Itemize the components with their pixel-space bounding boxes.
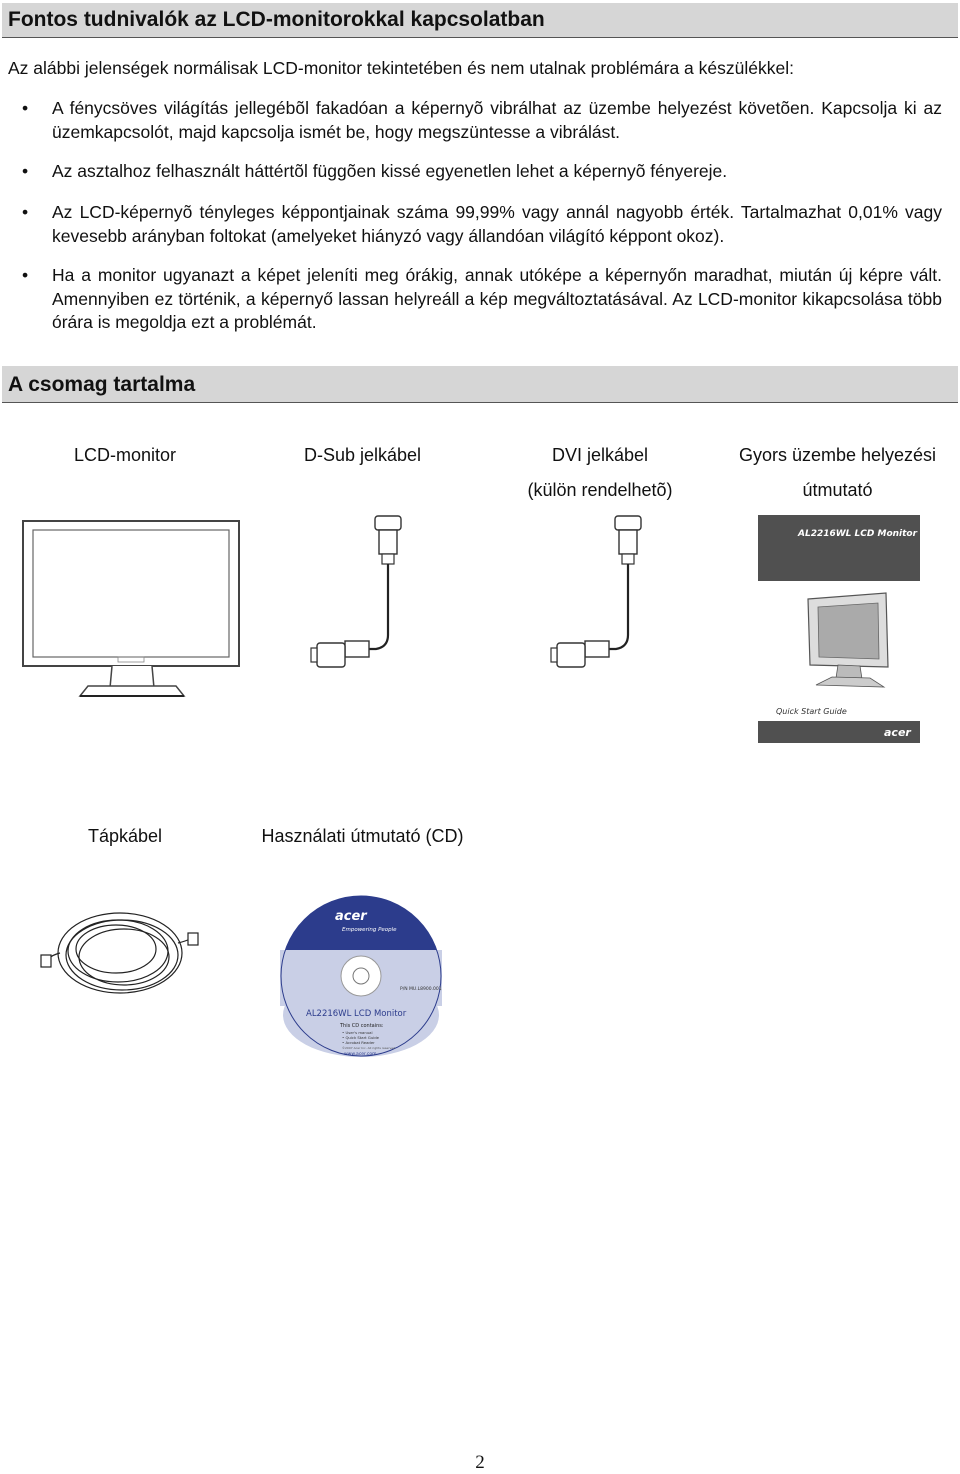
guide-footer: Quick Start Guide: [776, 707, 847, 716]
item-label-monitor: LCD-monitor: [73, 445, 177, 465]
bullet-text: Ha a monitor ugyanazt a képet jeleníti meg órákig, annak utóképe a képernyőn maradhat, miután új képre vált. Amennyiben ez történik, a képernyő lassan helyreáll a kép megváltoztatásával. Az LCD-monitor kikapcsolása több órára is megoldja ezt a problémát.: [52, 265, 942, 332]
dvi-cable-illustration: [545, 512, 655, 677]
cd-copyright: ©2007 Acer Inc. All rights reserved: [342, 1046, 396, 1050]
cd-brand: acer: [335, 909, 367, 924]
bullet-text: Az LCD-képernyõ tényleges képpontjainak száma 99,99% vagy annál nagyobb érték. Tartalmazhat 0,01% vagy kevesebb arányban foltokat (amelyeket hiányzó vagy állandóan világító képpont okoz).: [52, 202, 942, 246]
section-header-important-info: [2, 3, 958, 38]
cd-url: www.acer.com: [344, 1052, 377, 1057]
bullet-marker: •: [22, 161, 29, 181]
section-title: A csomag tartalma: [8, 373, 196, 396]
intro-text: Az alábbi jelenségek normálisak LCD-monitor tekintetében és nem utalnak problémára a készülékkel:: [8, 58, 794, 78]
guide-brand: acer: [884, 726, 911, 739]
dsub-cable-illustration: [305, 512, 415, 677]
guide-title: AL2216WL LCD Monitor: [798, 529, 918, 539]
section-header-package-contents: [2, 366, 958, 403]
bullet-item: [22, 264, 942, 336]
bullet-text: Az asztalhoz felhasznált háttértõl függõen kissé egyenetlen lehet a képernyõ fényereje.: [52, 161, 728, 181]
bullet-item: [22, 201, 942, 249]
bullet-item: [22, 97, 942, 145]
item-sublabel-dvi: (külön rendelhetõ): [527, 480, 673, 500]
bullet-marker: •: [22, 202, 29, 222]
lcd-monitor-illustration: [20, 518, 245, 700]
user-manual-cd-illustration: [280, 890, 442, 1062]
page-number: 2: [475, 1452, 485, 1473]
item-label-power-cable: Tápkábel: [87, 826, 163, 846]
bullet-marker: •: [22, 265, 29, 285]
cd-title: AL2216WL LCD Monitor: [306, 1009, 407, 1019]
bullet-text: A fénycsöves világítás jellegébõl fakadóan a képernyõ vibrálhat az üzembe helyezést követõen. Kapcsolja ki az üzemkapcsolót, majd kapcsolja ismét be, hogy megszüntesse a vibrálást.: [52, 98, 942, 142]
section-title: Fontos tudnivalók az LCD-monitorokkal kapcsolatban: [8, 8, 545, 31]
item-sublabel-guide: útmutató: [802, 480, 873, 500]
item-label-dsub: D-Sub jelkábel: [303, 445, 422, 465]
bullet-marker: •: [22, 98, 29, 118]
item-label-guide: Gyors üzembe helyezési: [738, 445, 937, 465]
cd-part-number: P/N MU.L8900.001: [400, 987, 442, 992]
cd-line: • Acrobat Reader: [342, 1040, 375, 1045]
item-label-dvi: DVI jelkábel: [551, 445, 649, 465]
cd-line: • User's manual: [342, 1030, 373, 1035]
power-cable-illustration: [38, 905, 203, 1005]
cd-line: • Quick Start Guide: [342, 1035, 380, 1040]
cd-tagline: Empowering People: [342, 927, 397, 933]
cd-contains: This CD contains:: [340, 1023, 384, 1029]
item-label-cd: Használati útmutató (CD): [261, 826, 464, 846]
bullet-item: [22, 160, 942, 184]
quick-start-guide-illustration: [758, 515, 920, 743]
